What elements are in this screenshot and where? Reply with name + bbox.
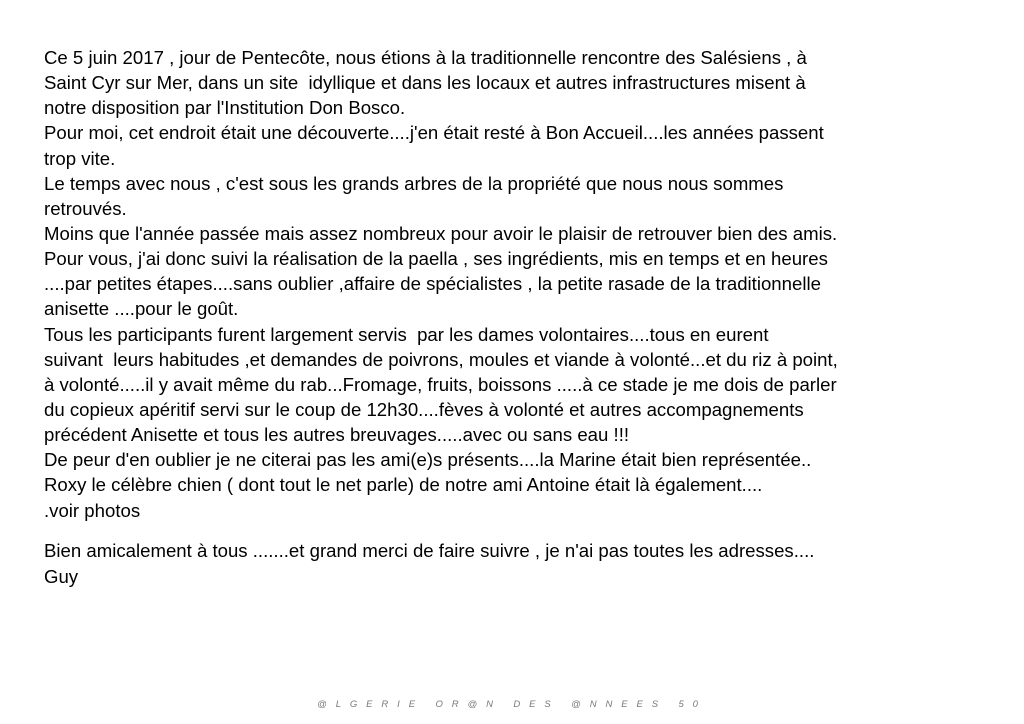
letter-line-14: à volonté.....il y avait même du rab...Fromage, fruits, boissons .....à ce stade je me dois de parler [44,373,837,395]
letter-line-9: Pour vous, j'ai donc suivi la réalisation de la paella , ses ingrédients, mis en temps et en heures [44,248,828,270]
paragraph-gap [44,523,1014,539]
letter-body [44,45,1014,589]
letter-line-15: du copieux apéritif servi sur le coup de 12h30....fèves à volonté et autres accompagnements [44,398,804,420]
letter-line-18: Roxy le célèbre chien ( dont tout le net parle) de notre ami Antoine était là également.... [44,474,763,496]
letter-line-12: Tous les participants furent largement servis par les dames volontaires....tous en eurent [44,323,769,345]
letter-line-6: Le temps avec nous , c'est sous les grands arbres de la propriété que nous nous sommes [44,172,784,194]
letter-line-2: Saint Cyr sur Mer, dans un site idyllique et dans les locaux et autres infrastructures misent à [44,72,806,94]
letter-line-3: notre disposition par l'Institution Don Bosco. [44,97,406,119]
letter-line-19: .voir photos [44,499,141,521]
letter-line-11: anisette ....pour le goût. [44,298,239,320]
letter-line-4: Pour moi, cet endroit était une découverte....j'en était resté à Bon Accueil....les années passent [44,122,824,144]
letter-line-10: ....par petites étapes....sans oublier ,affaire de spécialistes , la petite rasade de la traditionnelle [44,273,821,295]
letter-line-16: précédent Anisette et tous les autres breuvages.....avec ou sans eau !!! [44,424,630,446]
letter-line-13: suivant leurs habitudes ,et demandes de poivrons, moules et viande à volonté...et du riz à point, [44,348,838,370]
letter-line-8: Moins que l'année passée mais assez nombreux pour avoir le plaisir de retrouver bien des amis. [44,222,838,244]
letter-line-7: retrouvés. [44,197,127,219]
letter-line-17: De peur d'en oublier je ne citerai pas les ami(e)s présents....la Marine était bien représentée.. [44,449,812,471]
closing-line: Bien amicalement à tous .......et grand merci de faire suivre , je n'ai pas toutes les adresses.... [44,540,815,562]
letter-line-5: trop vite. [44,147,116,169]
footer-watermark-text: @LGERIE OR@N DES @NNEES 50 [317,699,707,710]
signature: Guy [44,565,79,587]
letter-line-1: Ce 5 juin 2017 , jour de Pentecôte, nous étions à la traditionnelle rencontre des Salésiens , à [44,47,807,68]
